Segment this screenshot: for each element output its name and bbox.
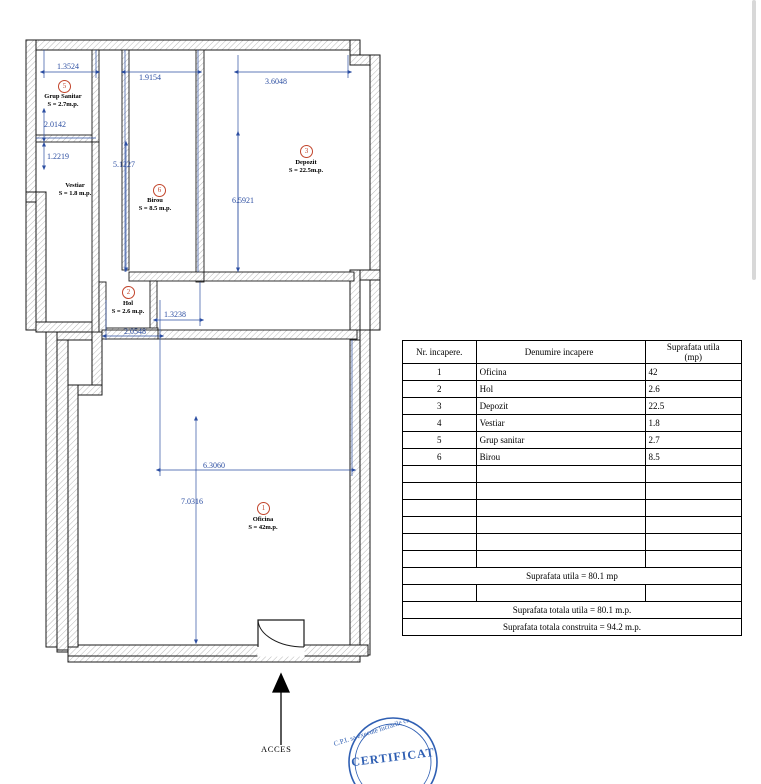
room-label-depozit [271, 159, 341, 175]
table-row-empty [403, 466, 742, 483]
cell-nr: 4 [403, 415, 477, 432]
room-name: Oficina [252, 516, 274, 523]
cell-suprafata: 22.5 [645, 398, 741, 415]
dimension-label: 1.3524 [57, 62, 79, 71]
table-total-construita-row [403, 619, 742, 636]
room-marker-5: 5 [58, 80, 71, 93]
room-area: S = 2.7m.p. [47, 101, 79, 109]
room-area: S = 1.8 m.p. [58, 190, 92, 198]
room-area: S = 8.5 m.p. [138, 205, 172, 213]
cell-suprafata: 2.7 [645, 432, 741, 449]
access-arrow [273, 674, 289, 745]
cell-denumire: Birou [476, 449, 645, 466]
header-nr: Nr. incapere. [403, 341, 477, 364]
cell-nr: 1 [403, 364, 477, 381]
dimension-label: 2.0142 [44, 120, 66, 129]
header-denumire: Denumire incapere [476, 341, 645, 364]
room-name: Birou [147, 197, 163, 204]
dimension-label: 6.3060 [203, 461, 225, 470]
entrance-door [258, 620, 304, 656]
room-marker-3: 3 [300, 145, 313, 158]
table-row-empty [403, 585, 742, 602]
total-utila-label: Suprafata totala utila = 80.1 m.p. [403, 602, 742, 619]
room-label-vestiar [41, 182, 109, 198]
cell-denumire: Grup sanitar [476, 432, 645, 449]
cell-suprafata: 42 [645, 364, 741, 381]
dimension-label: 5.1227 [113, 160, 135, 169]
table-row [403, 415, 742, 432]
room-name: Vestiar [65, 182, 85, 189]
stamp-text-line2: CERTIFICAT [350, 744, 436, 770]
cell-suprafata: 1.8 [645, 415, 741, 432]
table-row-empty [403, 551, 742, 568]
table-row [403, 432, 742, 449]
room-name: Hol [122, 300, 134, 307]
room-marker-1: 1 [257, 502, 270, 515]
table-row-empty [403, 483, 742, 500]
cell-denumire: Vestiar [476, 415, 645, 432]
table-row-empty [403, 534, 742, 551]
cell-denumire: Depozit [476, 398, 645, 415]
room-label-oficina [228, 516, 298, 532]
table-row [403, 398, 742, 415]
cell-nr: 3 [403, 398, 477, 415]
vertical-scrollbar[interactable] [752, 0, 756, 280]
room-area: S = 42m.p. [248, 524, 278, 532]
cell-nr: 5 [403, 432, 477, 449]
table-row [403, 364, 742, 381]
stamp-text-line1: C.P.I. sa execute lucrarile ca [332, 715, 411, 749]
room-label-grup-sanitar [28, 93, 98, 109]
dimension-label: 2.0548 [124, 327, 146, 336]
cell-denumire: Hol [476, 381, 645, 398]
room-label-hol [93, 300, 163, 316]
dimension-label: 7.0316 [181, 497, 203, 506]
header-suprafata-line1: Suprafata utila [666, 342, 720, 352]
cell-nr: 6 [403, 449, 477, 466]
room-marker-2: 2 [122, 286, 135, 299]
table-row-empty [403, 517, 742, 534]
table-row [403, 449, 742, 466]
header-suprafata [645, 341, 741, 364]
table-row-empty [403, 500, 742, 517]
dimension-label: 6.5921 [232, 196, 254, 205]
room-name: Depozit [295, 159, 317, 166]
room-name: Grup Sanitar [44, 93, 82, 100]
room-area: S = 22.5m.p. [288, 167, 324, 175]
table-subtotal-row [403, 568, 742, 585]
dimension-label: 3.6048 [265, 77, 287, 86]
dimension-label: 1.3238 [164, 310, 186, 319]
table-total-utila-row [403, 602, 742, 619]
subtotal-label: Suprafata utila = 80.1 mp [403, 568, 742, 585]
table-row [403, 381, 742, 398]
header-suprafata-line2: (mp) [684, 352, 703, 362]
room-schedule-table [402, 340, 742, 636]
room-marker-6: 6 [153, 184, 166, 197]
access-label: ACCES [261, 744, 292, 754]
cell-suprafata: 8.5 [645, 449, 741, 466]
cell-suprafata: 2.6 [645, 381, 741, 398]
cell-nr: 2 [403, 381, 477, 398]
dimension-label: 1.2219 [47, 152, 69, 161]
room-area: S = 2.6 m.p. [111, 308, 145, 316]
total-construita-label: Suprafata totala construita = 94.2 m.p. [403, 619, 742, 636]
room-label-birou [120, 197, 190, 213]
dimension-label: 1.9154 [139, 73, 161, 82]
cell-denumire: Oficina [476, 364, 645, 381]
table-header-row [403, 341, 742, 364]
